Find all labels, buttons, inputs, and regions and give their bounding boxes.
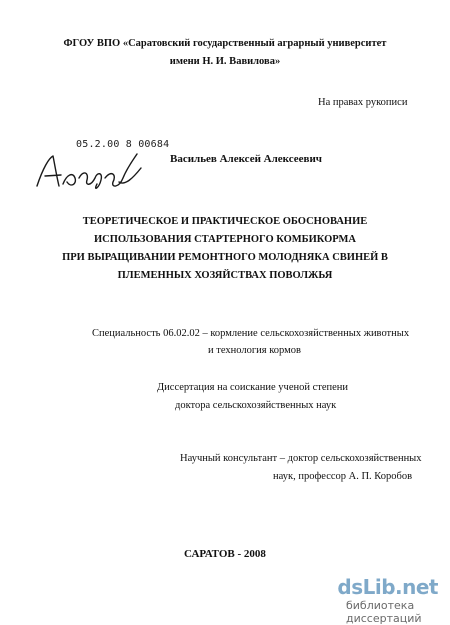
degree-statement-line-1: Диссертация на соискание ученой степени: [157, 382, 349, 393]
institution-name-line-1: ФГОУ ВПО «Саратовский государственный аграрный университет: [63, 38, 387, 49]
degree-statement-line-2: доктора сельскохозяйственных наук: [175, 400, 337, 411]
watermark-caption: библиотека диссертаций: [346, 599, 422, 625]
author-name: Васильев Алексей Алексеевич: [170, 153, 322, 165]
dslib-watermark: [337, 569, 450, 625]
rights-note: На правах рукописи: [318, 97, 408, 108]
dissertation-title-line-3: ПРИ ВЫРАЩИВАНИИ РЕМОНТНОГО МОЛОДНЯКА СВИНЕЙ В: [62, 252, 388, 263]
handwritten-signature: [33, 148, 148, 193]
watermark-logo-text: dsLib.net: [337, 575, 438, 599]
dissertation-title-line-2: ИСПОЛЬЗОВАНИЯ СТАРТЕРНОГО КОМБИКОРМА: [93, 234, 357, 245]
city-year: САРАТОВ - 2008: [184, 548, 266, 560]
scientific-consultant-line-2: наук, профессор А. П. Коробов: [273, 471, 413, 482]
specialty-line-2: и технология кормов: [208, 345, 301, 356]
institution-name-line-2: имени Н. И. Вавилова»: [169, 56, 281, 67]
specialty-line-1: Специальность 06.02.02 – кормление сельскохозяйственных животных: [92, 328, 410, 339]
library-stamp-code: 05.2.00 8 00684: [76, 139, 170, 150]
scientific-consultant-line-1: Научный консультант – доктор сельскохозяйственных: [180, 453, 422, 464]
dissertation-title-line-4: ПЛЕМЕННЫХ ХОЗЯЙСТВАХ ПОВОЛЖЬЯ: [117, 270, 333, 281]
dissertation-title-line-1: ТЕОРЕТИЧЕСКОЕ И ПРАКТИЧЕСКОЕ ОБОСНОВАНИЕ: [82, 216, 368, 227]
